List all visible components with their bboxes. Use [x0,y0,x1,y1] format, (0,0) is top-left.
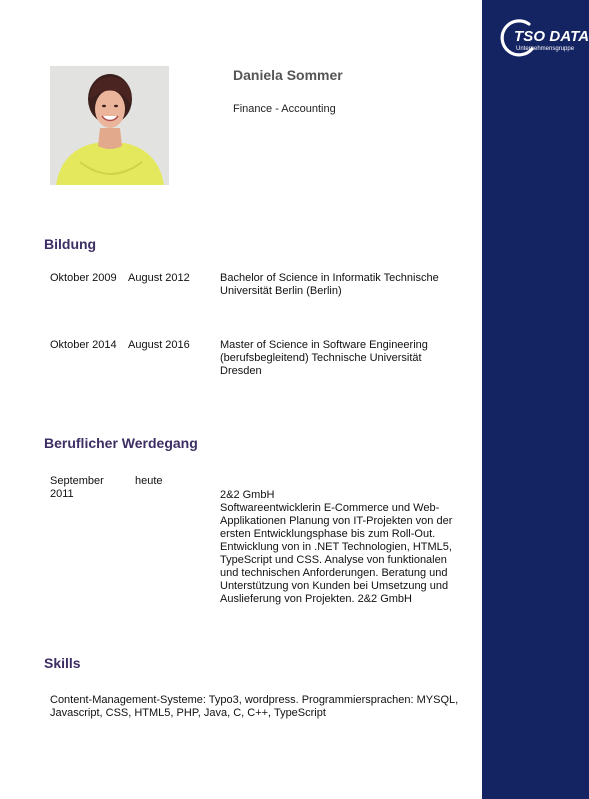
candidate-role: Finance - Accounting [233,103,336,115]
profile-photo [50,66,169,185]
career-start-date: September 2011 [50,475,104,500]
logo-brand-text: TSO DATA [514,28,589,45]
education-start-date: Oktober 2014 [50,339,117,351]
candidate-name: Daniela Sommer [233,67,343,83]
skills-text: Content-Management-Systeme: Typo3, wordpress. Programmiersprachen: MYSQL, Javascript, CSS, HTML5, PHP, Java, C, C++, TypeScript [50,694,459,719]
company-logo [499,18,589,64]
education-start-date: Oktober 2009 [50,272,117,284]
career-description: Softwareentwicklerin E-Commerce und Web-Applikationen Planung von IT-Projekten von der ersten Entwicklungsphase bis zum Roll-Out. Entwicklung von in .NET Technologien, HTML5, TypeScript und CSS. Analyse von funktionalen und technischen Anforderungen. Beratung und Unterstützung von Kunden bei Umsetzung und Auslieferung von Projekten. 2&2 GmbH [220,502,453,605]
brand-sidebar [482,0,589,799]
career-end-date: heute [135,475,163,487]
education-description: Bachelor of Science in Informatik Technische Universität Berlin (Berlin) [220,272,439,297]
person-photo-icon [50,66,169,185]
education-end-date: August 2012 [128,272,190,284]
education-end-date: August 2016 [128,339,190,351]
education-description: Master of Science in Software Engineering (berufsbegleitend) Technische Universität Dresden [220,339,428,377]
section-title-skills: Skills [44,655,81,671]
section-title-education: Bildung [44,236,97,252]
logo-subtitle: Unternehmensgruppe [516,46,575,52]
section-title-career: Beruflicher Werdegang [44,435,198,451]
career-company: 2&2 GmbH [220,489,275,501]
